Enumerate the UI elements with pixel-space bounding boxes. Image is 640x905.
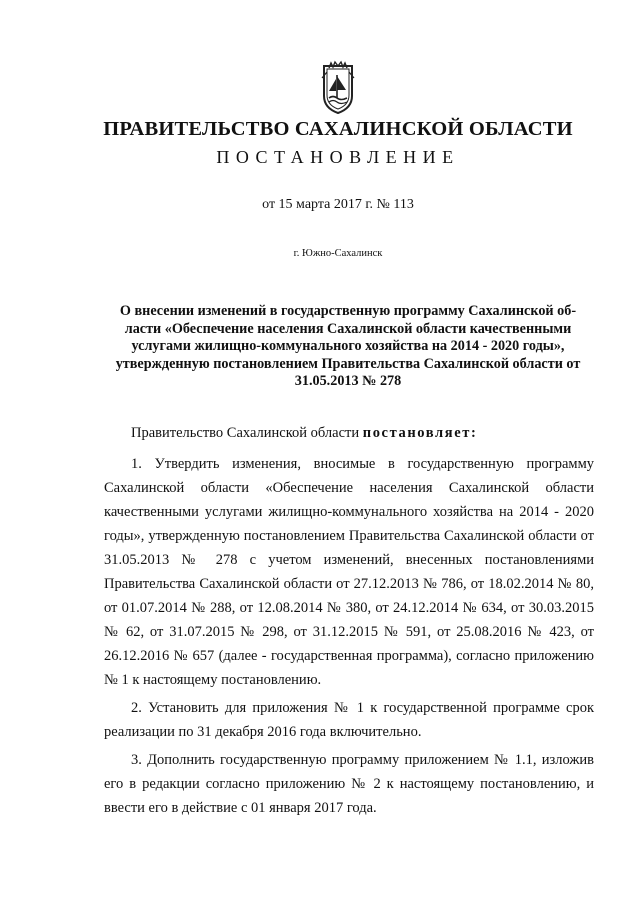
- clause-3: 3. Дополнить государственную программу приложением № 1.1, изложив его в редакции согласно приложению № 2 к настоящему постановлению, и ввести его в действие с 01 января 2017 года.: [104, 752, 594, 816]
- city-line: г. Южно-Сахалинск: [293, 248, 383, 259]
- preamble-text: Правительство Сахалинской области: [131, 425, 363, 441]
- clause-1: 1. Утвердить изменения, вносимые в государственную программу Сахалинской области «Обеспечение населения Сахалинской области качественными услугами жилищно-коммунального хозяйства на 2014 - 2020 годы», утвержденную постановлением Правительства Сахалинской области от 31.05.2013 № 278 с учетом изменений, внесенных постановлениями Правительства Сахалинской области от 27.12.2013 № 786, от 18.02.2014 № 80, от 01.07.2014 № 288, от 12.08.2014 № 380, от 24.12.2014 № 634, от 30.03.2015 № 62, от 31.07.2015 № 298, от 31.12.2015 № 591, от 25.08.2016 № 423, от 26.12.2016 № 657 (далее - государственная программа), согласно приложению № 1 к настоящему постановлению.: [104, 456, 594, 688]
- coat-of-arms-icon: [318, 60, 358, 116]
- document-body: [104, 452, 594, 824]
- organization-title: ПРАВИТЕЛЬСТВО САХАЛИНСКОЙ ОБЛАСТИ: [103, 118, 573, 140]
- date-and-number: от 15 марта 2017 г. № 113: [262, 197, 414, 212]
- clause-2: 2. Установить для приложения № 1 к государственной программе срок реализации по 31 декабря 2016 года включительно.: [104, 700, 594, 740]
- document-subject: О внесении изменений в государственную программу Сахалинской об- ласти «Обеспечение населения Сахалинской области качественными услугами жилищно-коммунального хозяйства на 2014 - 2020 годы», утвержденную постановлением Правительства Сахалинской области от 31.05.2013 № 278: [115, 303, 581, 389]
- preamble: [131, 425, 477, 442]
- decree-word: постановляет:: [362, 425, 478, 441]
- document-type: ПОСТАНОВЛЕНИЕ: [216, 147, 460, 167]
